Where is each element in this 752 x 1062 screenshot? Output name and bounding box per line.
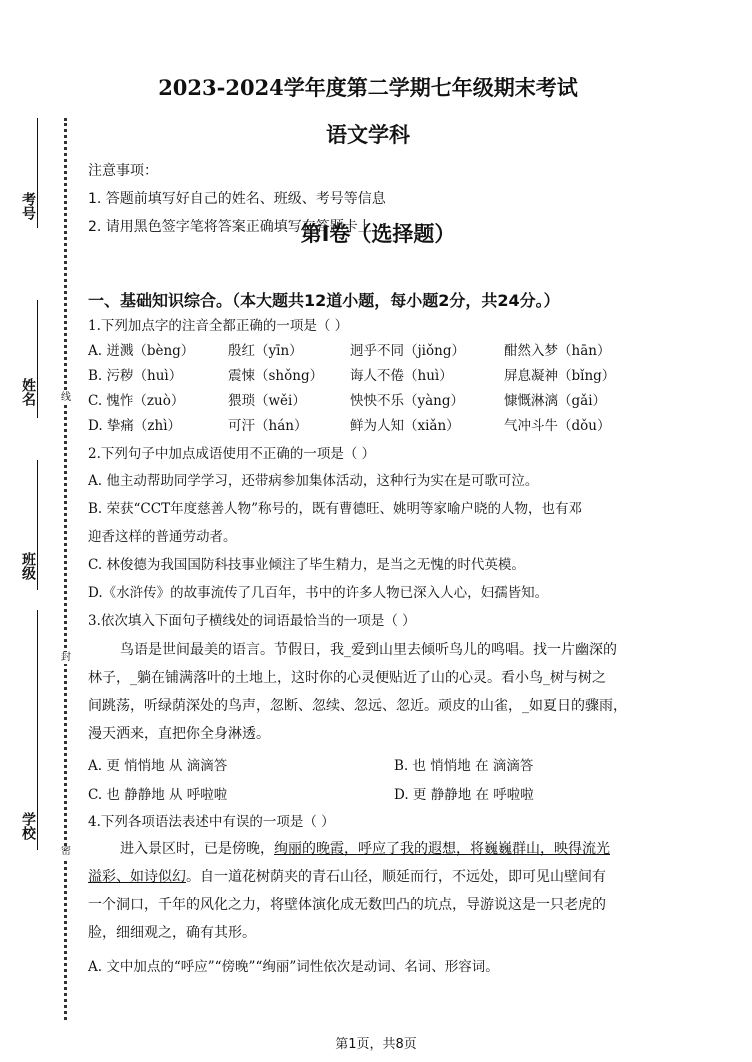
q1-a-3: 迥乎不同（jiǒng） <box>350 343 465 359</box>
q1-c-4: 慷慨淋漓（gǎi） <box>504 393 607 409</box>
volume-title: 第I卷（选择题） <box>300 222 456 246</box>
name-label: 姓名 <box>20 378 36 406</box>
q4-passage-line1-plain: 进入景区时，已是傍晚， <box>120 841 274 857</box>
exam-title: 2023-2024学年度第二学期七年级期末考试 <box>158 75 578 100</box>
q3-stem: 3.依次填入下面句子横线处的词语最恰当的一项是（ ） <box>88 613 416 629</box>
q1-d-1: D. 挚痛（zhì） <box>88 418 182 434</box>
q3-option-b: B. 也 悄悄地 在 滴滴答 <box>394 758 534 774</box>
q3-passage-line3: 间跳荡，听绿荫深处的鸟声，忽断、忽续、忽远、忽近。顽皮的山雀，_如夏日的骤雨， <box>88 698 627 714</box>
seal-word-secret: 密 <box>61 846 71 857</box>
q2-stem: 2.下列句子中加点成语使用不正确的一项是（ ） <box>88 446 376 462</box>
q1-c-3: 怏怏不乐（yàng） <box>350 393 465 409</box>
q3-option-d: D. 更 静静地 在 呼啦啦 <box>394 787 534 803</box>
q2-option-c: C. 林俊德为我国国防科技事业倾注了毕生精力，是当之无愧的时代英模。 <box>88 557 525 573</box>
seal-word-seal: 封 <box>61 652 71 663</box>
q4-passage-line1 <box>120 838 610 858</box>
q1-d-2: 可汗（hán） <box>228 418 308 434</box>
q1-b-1: B. 污秽（huì） <box>88 368 183 384</box>
q4-passage-line2 <box>88 866 606 886</box>
school-label: 学校 <box>20 812 36 840</box>
q2-option-d: D.《水浒传》的故事流传了几百年，书中的许多人物已深入人心，妇孺皆知。 <box>88 585 549 601</box>
q2-option-a: A. 他主动帮助同学学习，还带病参加集体活动，这种行为实在是可歌可泣。 <box>88 473 539 489</box>
q4-passage-line2-underlined: 溢彩、如诗似幻 <box>88 869 186 885</box>
q1-a-4: 酣然入梦（hān） <box>504 343 611 359</box>
q1-b-4: 屏息凝神（bǐng） <box>504 368 616 384</box>
q1-c-2: 猥琐（wěi） <box>228 393 306 409</box>
class-label: 班级 <box>20 552 36 580</box>
q3-passage-line1: 鸟语是世间最美的语言。节假日，我_爱到山里去倾听鸟儿的鸣唱。找一片幽深的 <box>120 642 617 658</box>
page-footer: 第1页，共8页 <box>335 1037 417 1052</box>
q3-option-c: C. 也 静静地 从 呼啦啦 <box>88 787 228 803</box>
notice-item-2: 2. 请用黑色签字笔将答案正确填写在答题卡上 <box>88 219 372 235</box>
q4-passage-line1-underlined: 绚丽的晚霞，呼应了我的遐想，将巍巍群山，映得流光 <box>274 841 610 857</box>
notice-item-1: 1. 答题前填写好自己的姓名、班级、考号等信息 <box>88 191 386 207</box>
q2-option-b-line2: 迎香这样的普通劳动者。 <box>88 529 237 545</box>
subject-title: 语文学科 <box>326 123 410 147</box>
q2-option-b-line1: B. 荣获“CCT年度慈善人物”称号的，既有曹德旺、姚明等家喻户晓的人物，也有邓 <box>88 501 582 517</box>
q3-passage-line4: 漫天洒来，直把你全身淋透。 <box>88 726 270 742</box>
q3-passage-line2: 林子，_躺在铺满落叶的土地上，这时你的心灵便贴近了山的心灵。看小鸟_树与树之 <box>88 670 606 686</box>
q1-d-4: 气冲斗牛（dǒu） <box>504 418 611 434</box>
q1-a-1: A. 迸溅（bèng） <box>88 343 195 359</box>
section-heading: 一、基础知识综合。（本大题共12道小题，每小题2分，共24分。） <box>88 291 560 310</box>
q1-stem: 1.下列加点字的注音全都正确的一项是（ ） <box>88 318 349 334</box>
q1-a-2: 殷红（yīn） <box>228 343 303 359</box>
q1-d-3: 鲜为人知（xiǎn） <box>350 418 460 434</box>
q4-passage-line2-plain: 。自一道花树荫夹的青石山径，顺延而行，不远处，即可见山壁间有 <box>186 869 606 885</box>
q1-b-2: 震悚（shǒng） <box>228 368 324 384</box>
q4-option-a: A. 文中加点的“呼应”“傍晚”“绚丽”词性依次是动词、名词、形容词。 <box>88 959 499 975</box>
q4-stem: 4.下列各项语法表述中有误的一项是（ ） <box>88 814 335 830</box>
seal-word-line: 线 <box>61 392 71 403</box>
q3-option-a: A. 更 悄悄地 从 滴滴答 <box>88 758 228 774</box>
notice-label: 注意事项： <box>88 163 158 179</box>
q4-passage-line4: 脸，细细观之，确有其形。 <box>88 925 256 941</box>
exam-no-label: 考号 <box>20 192 36 220</box>
binding-dotted-line <box>64 118 67 1020</box>
q4-passage-line3: 一个洞口，千年的风化之力，将壁体演化成无数凹凸的坑点，导游说这是一只老虎的 <box>88 897 606 913</box>
q1-c-1: C. 愧怍（zuò） <box>88 393 185 409</box>
q1-b-3: 诲人不倦（huì） <box>350 368 453 384</box>
